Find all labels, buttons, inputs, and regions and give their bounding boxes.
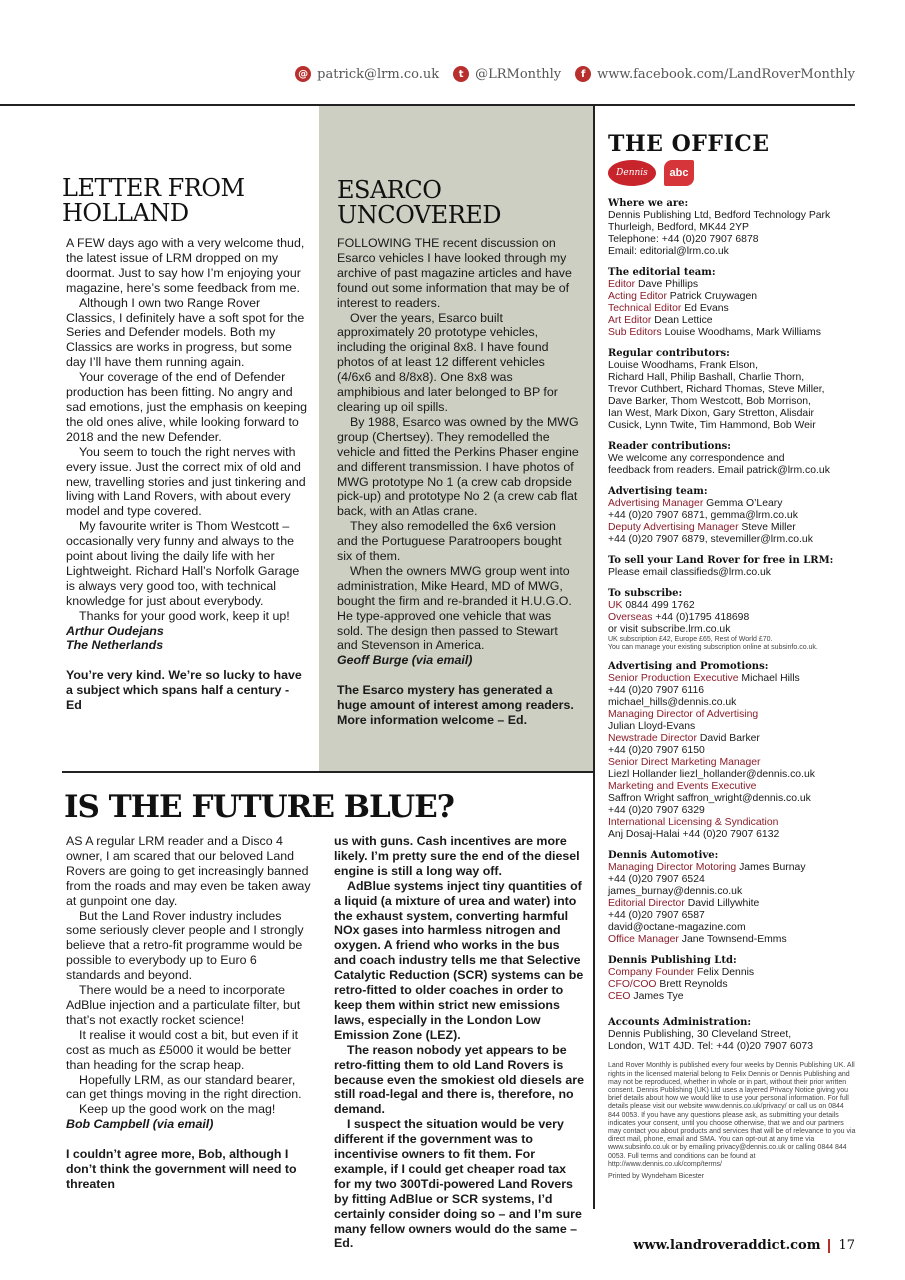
facebook-icon: f (575, 66, 591, 82)
signature: Geoff Burge (via email) (337, 653, 473, 668)
section-heading: Dennis Automotive: (608, 850, 719, 862)
paragraph: Thanks for your good work, keep it up! (79, 608, 290, 623)
letter-esarco-title (337, 178, 501, 228)
staff-line (608, 991, 856, 1003)
letter-esarco-body (337, 236, 579, 728)
line: +44 (0)20 7907 6587 (608, 910, 705, 922)
role: Deputy Advertising Manager (608, 522, 739, 533)
footer-divider (828, 1239, 830, 1253)
future-blue-body-right (334, 834, 584, 1251)
line: Email: editorial@lrm.co.uk (608, 246, 729, 257)
paragraph: Over the years, Esarco built approximately 20 prototype vehicles, including the original 8x8. I have found photos of at least 12 different vehicles (4/6x6 and 8/8x8). One 8x8 was amphibious and later belonged to BP for clearing up oil spills. (337, 310, 558, 414)
letter-holland-body (66, 236, 308, 713)
title-line: ESARCO (337, 176, 442, 204)
staff-line (608, 600, 856, 612)
small-print: UK subscription £42, Europe £65, Rest of World £70. (608, 636, 773, 643)
twitter-contact[interactable] (453, 66, 561, 82)
role: Overseas (608, 612, 653, 623)
role: Senior Production Executive (608, 673, 739, 685)
paragraph: Keep up the good work on the mag! (79, 1102, 276, 1117)
line: michael_hills@dennis.co.uk (608, 697, 737, 709)
role: Marketing and Events Executive (608, 781, 757, 793)
staff-line (608, 967, 856, 979)
paragraph: Although I own two Range Rover Classics, I definitely have a soft spot for the Series and Defender models. Both my Classics are works in progress, but some day I’ll have them running again. (66, 295, 305, 370)
role: Technical Editor (608, 303, 682, 314)
line: +44 (0)20 7907 6116 (608, 685, 705, 697)
abc-logo: abc (664, 160, 694, 186)
staff-line (608, 862, 856, 874)
line: Anj Dosaj-Halai +44 (0)20 7907 6132 (608, 829, 780, 841)
printer-credit: Printed by Wyndeham Bicester (608, 1173, 705, 1181)
role: Company Founder (608, 967, 695, 979)
staff-line (608, 315, 856, 327)
staff-line (608, 733, 856, 745)
line: Telephone: +44 (0)20 7907 6878 (608, 234, 759, 245)
facebook-text: www.facebook.com/LandRoverMonthly (597, 66, 855, 82)
promotions-section (608, 661, 856, 841)
section-heading: Reader contributions: (608, 441, 731, 452)
staff-name: Michael Hills (738, 673, 800, 685)
role: Acting Editor (608, 291, 667, 302)
section-heading: Dennis Publishing Ltd: (608, 955, 737, 967)
staff-name: Patrick Cruywagen (666, 291, 758, 302)
value: 0844 499 1762 (622, 600, 695, 611)
role: Managing Director Motoring (608, 862, 737, 874)
editorial-section (608, 267, 856, 339)
future-blue-title: IS THE FUTURE BLUE? (64, 789, 454, 825)
footer-url[interactable]: www.landroveraddict.com (633, 1238, 821, 1253)
staff-name: Steve Miller (738, 522, 796, 533)
staff-name: David Lillywhite (684, 898, 760, 910)
line: Dave Barker, Thom Westcott, Bob Morrison, (608, 396, 811, 407)
section-heading: To subscribe: (608, 588, 683, 599)
office-panel (608, 131, 856, 1181)
staff-name: Jane Townsend-Emms (678, 934, 787, 946)
publisher-logos (608, 160, 856, 186)
subscribe-section (608, 588, 856, 652)
line: Thurleigh, Bedford, MK44 2YP (608, 222, 749, 233)
staff-line (608, 612, 856, 624)
staff-line (608, 279, 856, 291)
line: Richard Hall, Philip Bashall, Charlie Thorn, (608, 372, 805, 383)
section-heading: To sell your Land Rover for free in LRM: (608, 555, 834, 566)
editor-reply-start: I couldn’t agree more, Bob, although I don’t think the government will need to threaten (66, 1147, 297, 1191)
paragraph: But the Land Rover industry includes some seriously clever people and I strongly believe that a retro-fit programme would be possible to everybody up to Euro 6 standards and beyond. (66, 908, 304, 983)
letter-holland-title (62, 176, 245, 226)
role: CFO/COO (608, 979, 657, 991)
legal-text: Land Rover Monthly is published every four weeks by Dennis Publishing UK. All rights in the licensed material belong to Felix Dennis or Dennis Publishing and may not be reproduced, whether in whole or in part, without their prior written consent. Dennis Publishing (UK) Ltd uses a layered Privacy Notice giving you brief details about how we would like to use your personal information. For full details please visit our website www.dennis.co.uk/privacy/ or call us on 0844 844 0053. If you have any questions please ask, as submitting your details indicates your consent, until you choose otherwise, that we and our partners may contact you about products and services that will be of relevance to you via direct mail, phone, email and SMA. You can opt-out at any time via www.subsinfo.co.uk or by emailing privacy@dennis.co.uk or calling 0844 844 0053. Full terms and conditions can be found at http://www.dennis.co.uk/comp/terms/ (608, 1062, 856, 1168)
role: Editor (608, 279, 636, 290)
paragraph: The reason nobody yet appears to be retro-fitting them to old Land Rovers is because even the smokiest old diesels are still road-legal and there is, therefore, no demand. (334, 1042, 584, 1117)
title-line: UNCOVERED (337, 201, 502, 229)
column-divider (593, 104, 595, 1209)
email-text: patrick@lrm.co.uk (317, 66, 440, 82)
staff-name: David Barker (696, 733, 760, 745)
role: Sub Editors (608, 327, 662, 338)
role: Managing Director of Advertising (608, 709, 759, 721)
paragraph: AS A regular LRM reader and a Disco 4 owner, I am scared that our beloved Land Rovers are going to get increasingly banned from the roads and may even be taken away at gunpoint one day. (66, 834, 311, 908)
advertising-section (608, 486, 856, 546)
paragraph: Hopefully LRM, as our standard bearer, can get things moving in the right direction. (66, 1072, 302, 1102)
staff-name: Louise Woodhams, Mark Williams (661, 327, 821, 338)
sell-section (608, 555, 856, 579)
paragraph: My favourite writer is Thom Westcott – occasionally very funny and always to the point about living the daily life with her Lightweight. Richard Hall’s Norfolk Garage is always very good too, with technical knowledge for just about everybody. (66, 519, 300, 608)
staff-name: Brett Reynolds (656, 979, 728, 991)
title-line: HOLLAND (62, 199, 189, 227)
role: Senior Direct Marketing Manager (608, 757, 761, 769)
paragraph: When the owners MWG group went into administration, Mike Heard, MD of MWG, bought the firm and re-branded it H.U.G.O. He type-approved one vehicle that was sold. The design then passed to Stewart and Stevenson in America. (337, 563, 572, 653)
publishing-section (608, 955, 856, 1003)
section-heading: Advertising and Promotions: (608, 661, 769, 673)
editor-reply: The Esarco mystery has generated a huge amount of interest among readers. More information welcome – Ed. (337, 683, 574, 728)
staff-line (608, 303, 856, 315)
staff-line (608, 498, 856, 510)
role: CEO (608, 991, 631, 1003)
future-blue-body-left (66, 834, 311, 1192)
paragraph: Your coverage of the end of Defender production has been fitting. No angry and sad emotions, just the emphasis on keeping the old ones alive, while looking forward to 2018 and the new Defender. (66, 370, 308, 444)
signature-name: Arthur Oudejans (66, 623, 164, 638)
line: Please email classifieds@lrm.co.uk (608, 567, 771, 578)
role: UK (608, 600, 623, 611)
paragraph: us with guns. Cash incentives are more likely. I’m pretty sure the end of the diesel engine is still a long way off. (334, 834, 580, 878)
role: Art Editor (608, 315, 652, 326)
contact-bar (295, 66, 855, 82)
staff-line (608, 522, 856, 534)
line: david@octane-magazine.com (608, 922, 746, 934)
editor-reply: You’re very kind. We’re so lucky to have a subject which spans half a century - Ed (66, 668, 302, 713)
facebook-contact[interactable] (575, 66, 855, 82)
line: Dennis Publishing, 30 Cleveland Street, (608, 1029, 792, 1041)
paragraph: A FEW days ago with a very welcome thud, the latest issue of LRM dropped on my doormat. Just to say how I’m enjoying your magazine, here’s some feedback from me. (66, 236, 305, 295)
twitter-text: @LRMonthly (475, 66, 562, 82)
role: International Licensing & Syndication (608, 817, 779, 829)
staff-line (608, 934, 856, 946)
line: +44 (0)20 7907 6524 (608, 874, 705, 886)
line: james_burnay@dennis.co.uk (608, 886, 743, 898)
staff-line (608, 898, 856, 910)
staff-line (608, 979, 856, 991)
page-number: 17 (838, 1238, 855, 1253)
role: Newstrade Director (608, 733, 697, 745)
staff-name: Gemma O’Leary (703, 498, 783, 509)
role: Editorial Director (608, 898, 685, 910)
paragraph: AdBlue systems inject tiny quantities of a liquid (a mixture of urea and water) into the exhaust system, converting harmful NOx gases into harmless nitrogen and oxygen. A friend who works in the bus and coach industry tells me that Selective Catalytic Reduction (SCR) systems can be retro-fitted to older coaches in order to keep them within strict new emissions laws, especially in the London Low Emission Zone (LEZ). (334, 878, 584, 1042)
line: Louise Woodhams, Frank Elson, (608, 360, 758, 371)
twitter-icon: t (453, 66, 469, 82)
section-heading: Where we are: (608, 198, 689, 209)
accounts-section (608, 1017, 856, 1053)
paragraph: FOLLOWING THE recent discussion on Esarco vehicles I have looked through my archive of past magazine articles and have found out some information that may be of interest to readers. (337, 236, 572, 310)
section-heading: Regular contributors: (608, 348, 730, 359)
line: +44 (0)20 7907 6879, stevemiller@lrm.co.uk (608, 534, 813, 545)
email-icon: @ (295, 66, 311, 82)
section-divider (62, 771, 593, 773)
paragraph: You seem to touch the right nerves with every issue. Just the correct mix of old and new, travelling stories and just tinkering and living with Land Rovers, with about every model and type covered. (66, 444, 306, 519)
staff-name: James Burnay (736, 862, 806, 874)
page-footer (633, 1238, 855, 1253)
small-print: You can manage your existing subscription online at subsinfo.co.uk. (608, 644, 818, 652)
line: Julian Lloyd-Evans (608, 721, 696, 733)
staff-line (608, 291, 856, 303)
automotive-section (608, 850, 856, 946)
where-section (608, 198, 856, 258)
section-heading: The editorial team: (608, 267, 716, 278)
staff-name: Felix Dennis (694, 967, 755, 979)
value: +44 (0)1795 418698 (652, 612, 750, 623)
staff-line (608, 327, 856, 339)
dennis-logo: Dennis (608, 160, 656, 186)
line: or visit subscribe.lrm.co.uk (608, 624, 731, 635)
line: Saffron Wright saffron_wright@dennis.co.uk (608, 793, 811, 805)
line: Cusick, Lynn Twite, Tim Hammond, Bob Weir (608, 420, 816, 431)
title-line: LETTER FROM (62, 174, 245, 202)
staff-name: Ed Evans (681, 303, 729, 314)
section-heading: Advertising team: (608, 486, 708, 497)
paragraph: It realise it would cost a bit, but even if it cost as much as £5000 it would be better than heading for the scrap heap. (66, 1027, 299, 1072)
line: London, W1T 4JD. Tel: +44 (0)20 7907 6073 (608, 1041, 813, 1053)
line: Liezl Hollander liezl_hollander@dennis.co.uk (608, 769, 815, 781)
line: Trevor Cuthbert, Richard Thomas, Steve Miller, (608, 384, 825, 395)
staff-name: Dean Lettice (651, 315, 713, 326)
paragraph: They also remodelled the 6x6 version and the Portuguese Paratroopers bought six of them. (337, 519, 562, 564)
line: +44 (0)20 7907 6329 (608, 805, 705, 817)
line: feedback from readers. Email patrick@lrm.co.uk (608, 465, 830, 476)
role: Advertising Manager (608, 498, 704, 509)
regular-section (608, 348, 856, 432)
section-heading: Accounts Administration: (608, 1017, 752, 1029)
office-title: THE OFFICE (608, 131, 770, 157)
signature: Bob Campbell (via email) (66, 1117, 214, 1132)
paragraph: I suspect the situation would be very different if the government was to incentivise owners to fit them. For example, if I could get cheaper road tax for my two 300Tdi-powered Land Rovers by fitting AdBlue or SCR systems, I’d certainly consider doing so – and I’m sure many fellow owners would do the same – Ed. (334, 1117, 582, 1251)
paragraph: There would be a need to incorporate AdBlue injection and a particulate filter, but that’s not exactly rocket science! (66, 983, 301, 1027)
line: Dennis Publishing Ltd, Bedford Technology Park (608, 210, 831, 221)
line: Ian West, Mark Dixon, Gary Stretton, Alisdair (608, 408, 814, 419)
signature-place: The Netherlands (66, 638, 164, 653)
staff-name: James Tye (630, 991, 684, 1003)
line: +44 (0)20 7907 6150 (608, 745, 705, 757)
line: +44 (0)20 7907 6871, gemma@lrm.co.uk (608, 510, 798, 521)
role: Office Manager (608, 934, 679, 946)
staff-line (608, 673, 856, 685)
reader-section (608, 441, 856, 477)
staff-name: Dave Phillips (635, 279, 699, 290)
email-contact[interactable] (295, 66, 439, 82)
paragraph: By 1988, Esarco was owned by the MWG group (Chertsey). They remodelled the vehicle and fitted the Perkins Phaser engine and different transmission. I have photos of MWG prototype No 1 (a crew cab dropside pick-up) and prototype No 2 (a crew cab flat back, with an Atlas crane. (337, 414, 579, 519)
line: We welcome any correspondence and (608, 453, 785, 464)
